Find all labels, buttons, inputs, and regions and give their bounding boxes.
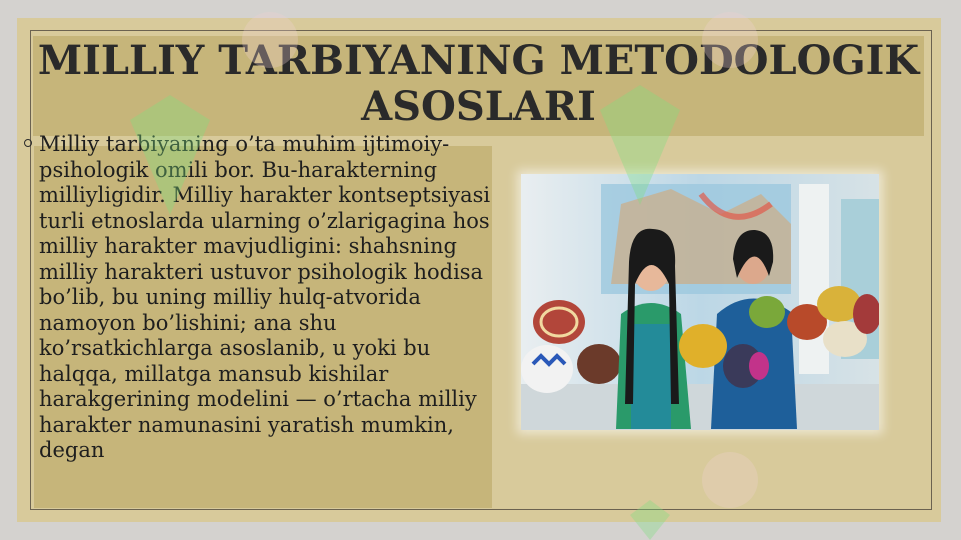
- bullet-icon: [24, 139, 32, 147]
- photo-illustration: [521, 174, 879, 430]
- body-paragraph: Milliy tarbiyaning o’ta muhim ijtimoiy-psihologik omili bor. Bu-harakterning milliyligidir. Milliy harakter kontseptsiyasi turli etnoslarda ularning o’zlarigagina hos milliy harakter mavjudligini: shahsning milliy harakteri ustuvor psihologik hodisa bo’lib, bu uning milliy hulq-atvorida namoyon bo’lishini; ana shu ko’rsatkichlarga asoslanib, u yoki bu halqqa, millatga mansub kishilar harakgerining modelini — o’rtacha milliy harakter namunasini yaratish mumkin, degan: [39, 132, 491, 462]
- photo: [521, 174, 879, 430]
- slide-title: MILLIY TARBIYANING METODOLOGIK ASOSLARI: [37, 37, 920, 130]
- body-text-block: [24, 132, 494, 522]
